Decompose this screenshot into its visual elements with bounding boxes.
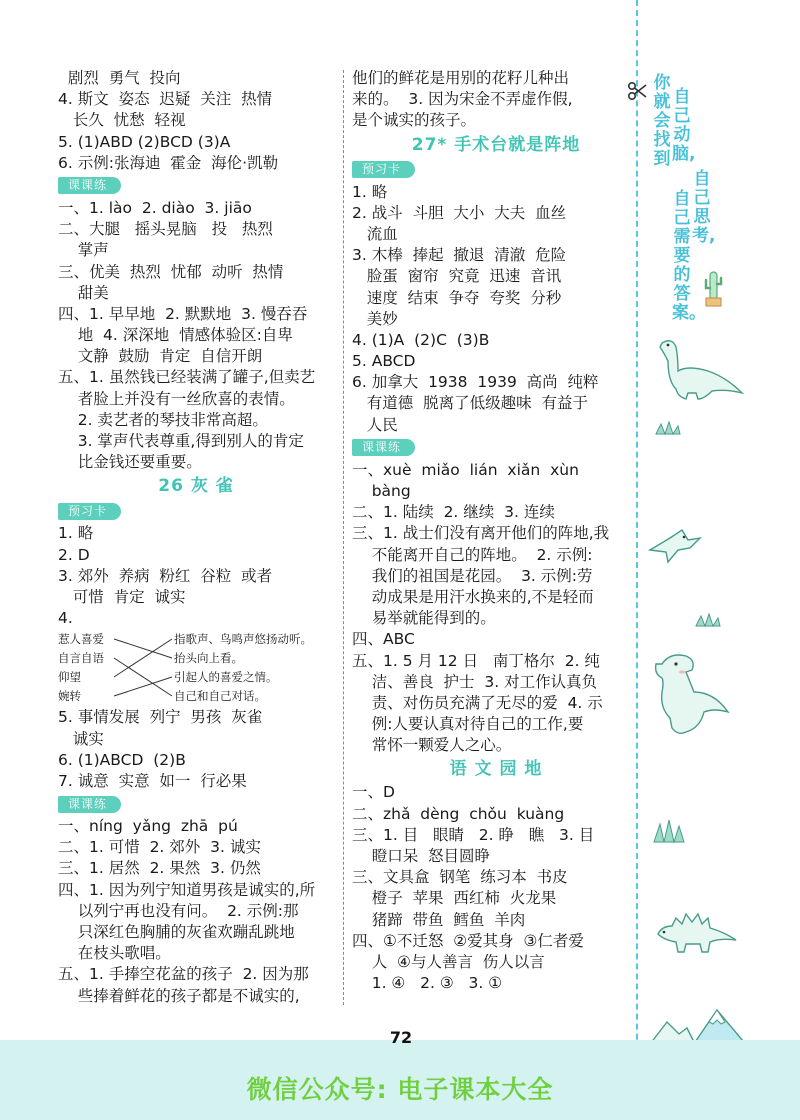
scissors-icon — [626, 80, 648, 102]
answer-line: 5. (1)ABD (2)BCD (3)A — [58, 132, 231, 151]
answer-line: 二、1. 可惜 2. 郊外 3. 诚实 — [58, 838, 261, 857]
section-badge-yuxika: 预习卡 — [58, 503, 121, 520]
answer-line: 诚实 — [58, 729, 104, 748]
answer-line: 五、1. 虽然钱已经装满了罐子,但卖艺 — [58, 368, 316, 387]
answer-line: 4. 斯文 姿态 迟疑 关注 热情 — [58, 90, 273, 109]
answer-line: 只深红色胸脯的灰雀欢蹦乱跳地 — [58, 923, 295, 941]
answer-line: 5. 事情发展 列宁 男孩 灰雀 — [58, 708, 263, 727]
answer-line: 三、1. 目 眼睛 2. 睁 瞧 3. 目 — [352, 825, 595, 844]
right-block-b — [352, 182, 640, 436]
match-right-item: 引起人的喜爱之情。 — [174, 670, 278, 685]
answer-line: 二、1. 陆续 2. 继续 3. 连续 — [352, 503, 555, 522]
match-left-item: 婉转 — [58, 689, 81, 704]
right-block-d — [352, 782, 640, 994]
answer-line: 易举就能得到的。 — [352, 609, 496, 628]
cut-line — [636, 0, 638, 1120]
answer-line: 5. ABCD — [352, 352, 416, 371]
grass-icon — [652, 818, 686, 844]
answer-line: 长久 忧愁 轻视 — [58, 111, 186, 130]
answer-line: 责、对伤员充满了无尽的爱 4. 示 — [352, 693, 603, 712]
section-badge-kekelian: 课课练 — [352, 439, 415, 456]
right-block-c — [352, 460, 640, 757]
sidebar-slogan-col1: 自己动脑, — [672, 87, 696, 164]
answer-line: 他们的鲜花是用别的花籽儿种出 — [352, 69, 570, 87]
answer-line: 地 4. 深深地 情感体验区:自卑 — [58, 326, 293, 345]
answer-line: 不能离开自己的阵地。 2. 示例: — [352, 545, 593, 564]
answer-line: 4. — [58, 609, 73, 628]
section-badge-yuxika: 预习卡 — [352, 161, 415, 178]
answer-line: 瞪口呆 怒目圆睁 — [352, 847, 491, 865]
answer-line: 些捧着鲜花的孩子都是不诚实的, — [58, 986, 300, 1005]
answer-line: 人 ④与人善言 伤人以言 — [352, 952, 545, 971]
match-left-item: 自言自语 — [58, 651, 104, 666]
answer-line: 四、1. 因为列宁知道男孩是诚实的,所 — [58, 880, 316, 899]
answer-line: 者脸上并没有一丝欣喜的表情。 — [58, 389, 295, 408]
answer-line: 1. 略 — [58, 524, 94, 543]
answer-line: 6. (1)ABCD (2)B — [58, 750, 186, 769]
answer-line: 美妙 — [352, 309, 398, 328]
answer-line: 6. 示例:张海迪 霍金 海伦·凯勒 — [58, 153, 279, 172]
left-block-a — [58, 68, 334, 174]
answer-line: 比金钱还要重要。 — [58, 453, 202, 472]
answer-line: 7. 诚意 实意 如一 行必果 — [58, 771, 247, 790]
answer-line: 3. 木棒 捧起 撤退 清澈 危险 — [352, 246, 567, 265]
match-right-item: 自己和自己对话。 — [174, 689, 266, 704]
lesson-27-title: 27* 手术台就是阵地 — [411, 134, 581, 155]
answer-line: 3. 掌声代表尊重,得到别人的肯定 — [58, 432, 304, 450]
sidebar-slogan-col4: 自己思考, — [692, 169, 716, 246]
answer-line: 洁、善良 护士 3. 对工作认真负 — [352, 672, 598, 691]
cactus-icon — [700, 268, 726, 308]
answer-line: 四、1. 早早地 2. 默默地 3. 慢吞吞 — [58, 304, 308, 323]
answer-line: 流血 — [352, 224, 398, 243]
pterosaur-icon — [648, 528, 703, 566]
answer-line: 来的。 3. 因为宋金不弄虚作假, — [352, 90, 573, 109]
answer-line: 脸蛋 窗帘 究竟 迅速 音讯 — [352, 267, 562, 286]
answer-line: 一、níng yǎng zhā pú — [58, 817, 238, 836]
answer-line: 剧烈 勇气 投向 — [58, 69, 181, 87]
answer-line: 可惜 肯定 诚实 — [58, 587, 186, 606]
answer-line: 动成果是用汗水换来的,不是轻而 — [352, 587, 594, 606]
answer-line: 例:人要认真对待自己的工作,要 — [352, 715, 584, 734]
answer-line: 2. 战斗 斗胆 大小 大夫 血丝 — [352, 203, 567, 222]
match-left-item: 惹人喜爱 — [58, 632, 104, 647]
section-badge-kekelian: 课课练 — [58, 796, 121, 813]
answer-line: 1. 略 — [352, 182, 388, 201]
left-block-e — [58, 816, 334, 1007]
column-divider — [343, 70, 344, 1005]
answer-line: 2. D — [58, 545, 90, 564]
word-matching-exercise — [58, 629, 334, 707]
answer-line: 橙子 苹果 西红柿 火龙果 — [352, 889, 557, 908]
answer-line: 三、优美 热烈 忧郁 动听 热情 — [58, 262, 284, 281]
left-answer-column — [58, 68, 334, 1007]
answer-line: 四、①不迁怒 ②爱其身 ③仁者爱 — [352, 931, 584, 950]
chinese-garden-title: 语 文 园 地 — [449, 759, 543, 780]
answer-line: 6. 加拿大 1938 1939 高尚 纯粹 — [352, 373, 599, 392]
answer-line: 甜美 — [58, 283, 109, 302]
answer-line: 三、文具盒 钢笔 练习本 书皮 — [352, 868, 568, 887]
answer-line: 一、D — [352, 783, 395, 802]
left-block-c — [58, 523, 334, 629]
answer-line: 掌声 — [58, 241, 109, 260]
answer-line: 有道德 脱离了低级趣味 有益于 — [352, 394, 588, 413]
match-left-item: 仰望 — [58, 670, 81, 685]
watermark: 微信公众号: 电子课本大全 — [246, 1075, 554, 1104]
answer-line: 在枝头歌唱。 — [58, 944, 171, 963]
answer-line: 猪蹄 带鱼 鳕鱼 羊肉 — [352, 910, 526, 929]
answer-line: 是个诚实的孩子。 — [352, 111, 477, 130]
answer-line: 2. 卖艺者的琴技非常高超。 — [58, 410, 268, 429]
lesson-26-title: 26 灰 雀 — [158, 476, 234, 497]
grass-icon — [694, 612, 722, 628]
answer-line: 我们的祖国是花园。 3. 示例:劳 — [352, 566, 593, 585]
answer-line: 4. (1)A (2)C (3)B — [352, 330, 490, 349]
dinosaur-icon — [650, 335, 745, 405]
right-block-a — [352, 68, 640, 132]
answer-line: bàng — [352, 482, 411, 500]
answer-line: 四、ABC — [352, 630, 415, 649]
match-right-item: 指歌声、鸟鸣声悠扬动听。 — [174, 632, 312, 647]
stegosaurus-icon — [652, 908, 742, 954]
answer-line: 速度 结束 争夺 夸奖 分秒 — [352, 288, 562, 307]
section-badge-kekelian: 课课练 — [58, 177, 121, 194]
answer-line: 三、1. 战士们没有离开他们的阵地,我 — [352, 524, 610, 543]
answer-line: 以列宁再也没有问。 2. 示例:那 — [58, 901, 299, 920]
answer-line: 二、zhǎ dèng chǒu kuàng — [352, 804, 565, 823]
right-answer-column — [352, 68, 640, 994]
answer-line: 1. ④ 2. ③ 3. ① — [352, 974, 503, 993]
answer-line: 常怀一颗爱人之心。 — [352, 736, 512, 755]
answer-line: 文静 鼓励 肯定 自信开朗 — [58, 347, 263, 366]
page-number: 72 — [389, 1028, 413, 1047]
answer-line: 五、1. 手捧空花盆的孩子 2. 因为那 — [58, 965, 309, 984]
left-block-d — [58, 707, 334, 792]
answer-line: 五、1. 5 月 12 日 南丁格尔 2. 纯 — [352, 651, 600, 670]
left-block-b — [58, 198, 334, 473]
answer-line: 一、1. lào 2. diào 3. jiāo — [58, 198, 252, 217]
t-rex-icon — [652, 650, 747, 742]
grass-icon — [654, 420, 682, 436]
sidebar-slogan-col2: 你就会找到 — [653, 73, 671, 169]
answer-line: 人民 — [352, 415, 398, 434]
answer-line: 3. 郊外 养病 粉红 谷粒 或者 — [58, 566, 273, 585]
answer-line: 二、大腿 摇头晃脑 投 热烈 — [58, 220, 273, 239]
answer-line: 三、1. 居然 2. 果然 3. 仍然 — [58, 859, 261, 878]
answer-line: 一、xuè miǎo lián xiǎn xùn — [352, 460, 579, 479]
sidebar-slogan-col3: 自己需要的答案。 — [672, 189, 706, 323]
match-right-item: 抬头向上看。 — [174, 651, 243, 666]
